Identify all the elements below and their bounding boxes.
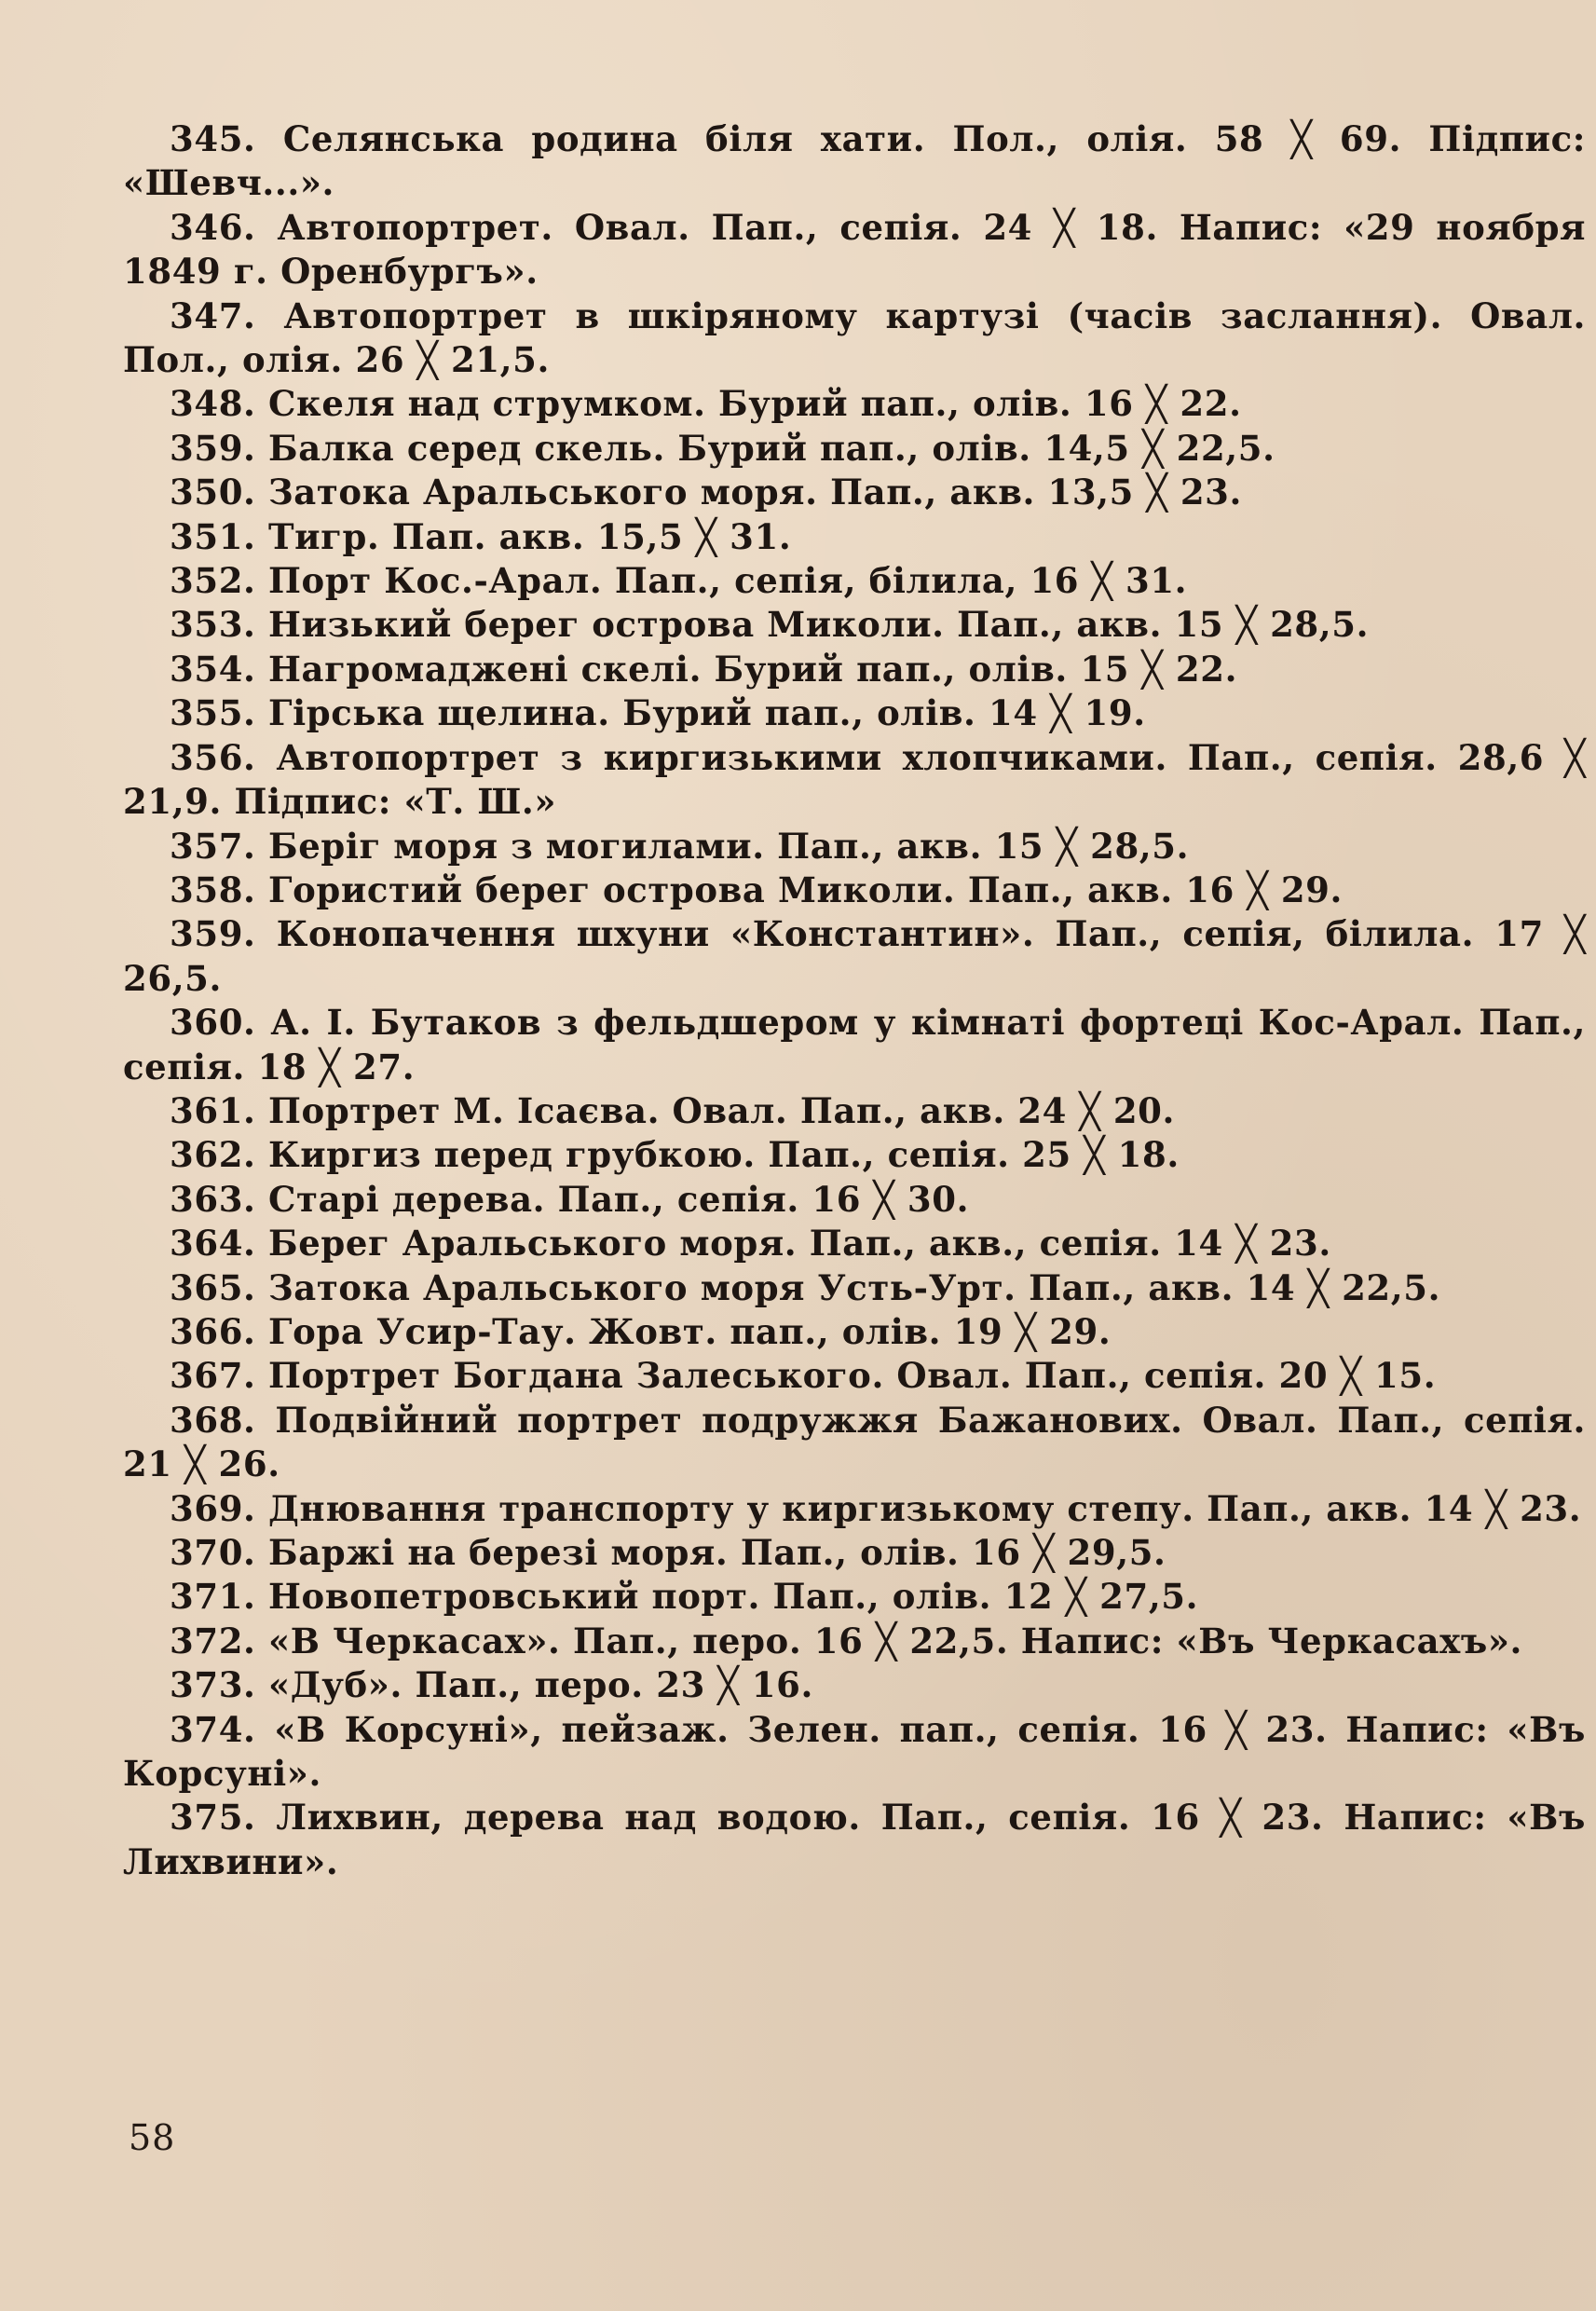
catalog-entry-346: 346. Автопортрет. Овал. Пап., сепія. 24 ╳ 18. Напис: «29 ноября 1849 г. Оренбургъ». [123, 206, 1586, 293]
catalog-entry-347: 347. Автопортрет в шкіряному картузі (часів заслання). Овал. Пол., олія. 26 ╳ 21,5. [123, 294, 1586, 381]
catalog-entry-350: 350. Затока Аральського моря. Пап., акв. 13,5 ╳ 23. [170, 472, 1243, 513]
catalog-entry-368: 368. Подвійний портрет подружжя Бажанових. Овал. Пап., сепія. 21 ╳ 26. [123, 1399, 1586, 1485]
catalog-entry-358: 358. Гористий берег острова Миколи. Пап., акв. 16 ╳ 29. [170, 868, 1343, 910]
catalog-entry-356: 356. Автопортрет з киргизькими хлопчиками. Пап., сепія. 28,6 ╳ 21,9. Підпис: «Т. Ш.» [123, 736, 1586, 823]
catalog-entry-372: 372. «В Черкасах». Пап., перо. 16 ╳ 22,5. Напис: «Въ Черкасахъ». [170, 1620, 1523, 1661]
catalog-entry-357: 357. Беріг моря з могилами. Пап., акв. 15 ╳ 28,5. [170, 825, 1190, 867]
page-number: 58 [129, 2117, 176, 2158]
catalog-entry-348: 348. Скеля над струмком. Бурий пап., олів. 16 ╳ 22. [170, 383, 1242, 425]
catalog-entry-366: 366. Гора Усир-Тау. Жовт. пап., олів. 19 ╳ 29. [170, 1310, 1112, 1352]
catalog-entry-359a: 359. Балка серед скель. Бурий пап., олів. 14,5 ╳ 22,5. [170, 427, 1275, 469]
catalog-entry-359: 359. Конопачення шхуни «Константин». Пап., сепія, білила. 17 ╳ 26,5. [123, 913, 1586, 999]
catalog-entry-355: 355. Гірська щелина. Бурий пап., олів. 14 ╳ 19. [170, 692, 1146, 734]
catalog-entry-352: 352. Порт Кос.-Арал. Пап., сепія, білила, 16 ╳ 31. [170, 560, 1188, 602]
catalog-entry-367: 367. Портрет Богдана Залеського. Овал. Пап., сепія. 20 ╳ 15. [170, 1355, 1437, 1397]
catalog-text [123, 117, 1586, 1884]
catalog-entry-369: 369. Днювання транспорту у киргизькому степу. Пап., акв. 14 ╳ 23. [170, 1487, 1582, 1529]
catalog-entry-365: 365. Затока Аральського моря Усть-Урт. Пап., акв. 14 ╳ 22,5. [170, 1266, 1441, 1308]
catalog-entry-375: 375. Лихвин, дерева над водою. Пап., сепія. 16 ╳ 23. Напис: «Въ Лихвини». [123, 1797, 1586, 1882]
catalog-entry-371: 371. Новопетровський порт. Пап., олів. 12 ╳ 27,5. [170, 1576, 1199, 1618]
catalog-entry-364: 364. Берег Аральського моря. Пап., акв., сепія. 14 ╳ 23. [170, 1223, 1331, 1265]
catalog-entry-360: 360. А. І. Бутаков з фельдшером у кімнаті фортеці Кос-Арал. Пап., сепія. 18 ╳ 27. [123, 1002, 1586, 1087]
catalog-entry-363: 363. Старі дерева. Пап., сепія. 16 ╳ 30. [170, 1178, 970, 1220]
catalog-entry-361: 361. Портрет М. Ісаєва. Овал. Пап., акв. 24 ╳ 20. [170, 1089, 1176, 1131]
catalog-entry-354: 354. Нагромаджені скелі. Бурий пап., олів. 15 ╳ 22. [170, 648, 1238, 690]
catalog-entry-374: 374. «В Корсуні», пейзаж. Зелен. пап., сепія. 16 ╳ 23. Напис: «Въ Корсуні». [123, 1708, 1586, 1795]
catalog-entry-353: 353. Низький берег острова Миколи. Пап., акв. 15 ╳ 28,5. [170, 604, 1370, 646]
catalog-entry-362: 362. Киргиз перед грубкою. Пап., сепія. 25 ╳ 18. [170, 1134, 1180, 1176]
catalog-entry-351: 351. Тигр. Пап. акв. 15,5 ╳ 31. [170, 515, 792, 557]
catalog-entry-370: 370. Баржі на березі моря. Пап., олів. 16 ╳ 29,5. [170, 1532, 1166, 1573]
catalog-entry-345: 345. Селянська родина біля хати. Пол., олія. 58 ╳ 69. Підпис: «Шевч...». [123, 118, 1586, 204]
catalog-entry-373: 373. «Дуб». Пап., перо. 23 ╳ 16. [170, 1664, 813, 1706]
